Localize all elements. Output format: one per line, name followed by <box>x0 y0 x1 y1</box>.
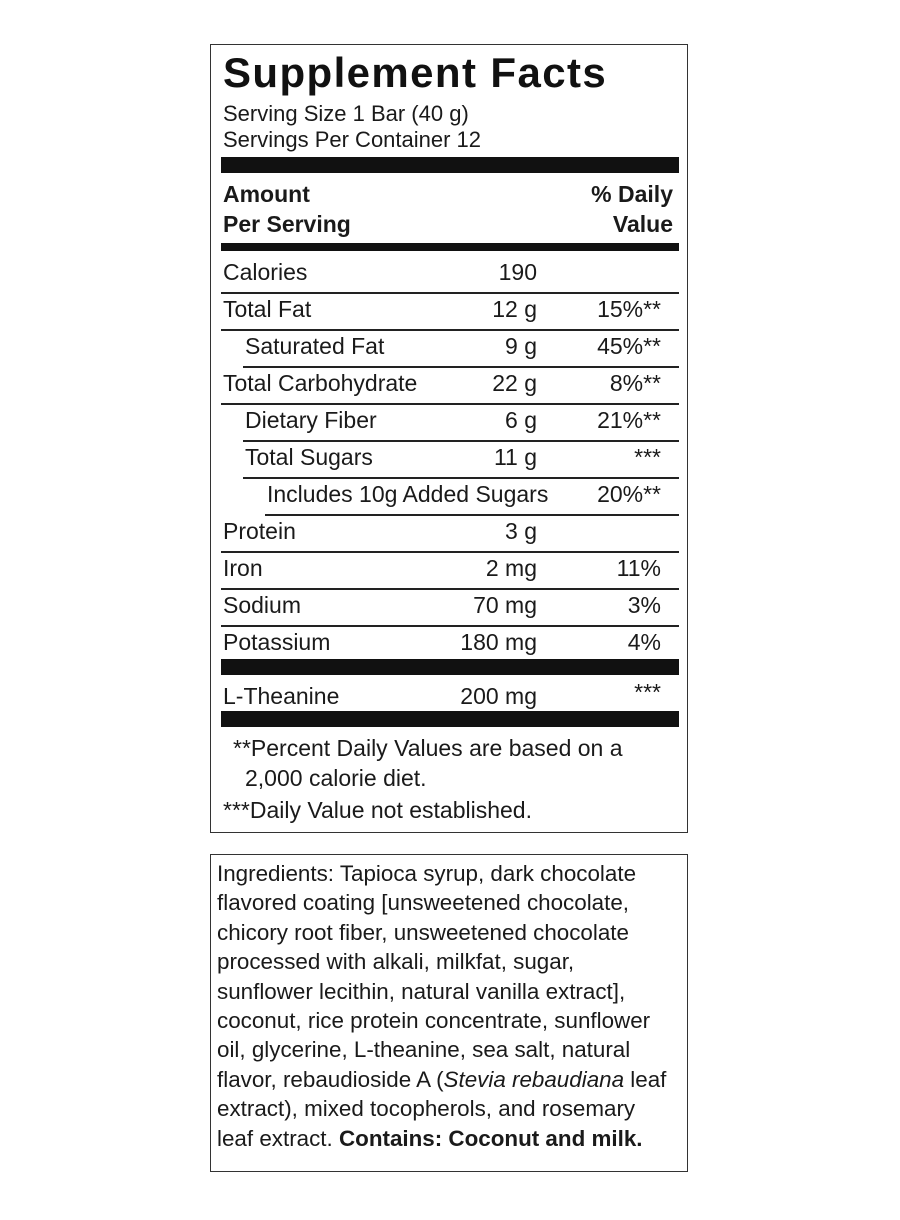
ingredients-line: sunflower lecithin, natural vanilla extract], <box>217 978 626 1004</box>
nutrient-name: Iron <box>223 555 263 581</box>
ingredients-line: coconut, rice protein concentrate, sunflower <box>217 1008 651 1034</box>
nutrient-daily-value: 4% <box>627 629 661 655</box>
thick-divider <box>221 157 679 173</box>
row-divider <box>221 329 679 331</box>
nutrient-daily-value: 21%** <box>597 407 661 433</box>
supplement-facts-panel <box>210 44 688 833</box>
ingredients-line: processed with alkali, milkfat, sugar, <box>217 949 575 975</box>
nutrient-amount: 190 <box>498 259 537 285</box>
nutrient-name: Protein <box>223 518 296 544</box>
nutrient-daily-value: 8%** <box>609 370 661 396</box>
nutrient-amount: 180 mg <box>460 629 537 655</box>
thick-divider <box>221 659 679 675</box>
nutrient-amount: 12 g <box>492 296 537 322</box>
allergen-statement: Contains: Coconut and milk. <box>338 1125 643 1151</box>
header-amount: Amount <box>223 181 310 207</box>
servings-per-container: Servings Per Container 12 <box>223 127 482 152</box>
nutrient-name: Total Fat <box>223 296 312 322</box>
nutrient-amount: 6 g <box>505 407 537 433</box>
ingredients-line: flavored coating [unsweetened chocolate, <box>217 890 630 916</box>
ingredients-line: oil, glycerine, L-theanine, sea salt, natural <box>217 1037 631 1063</box>
other-ingredient-amount: 200 mg <box>460 683 537 709</box>
row-divider <box>243 477 679 479</box>
nutrient-amount: 2 mg <box>485 555 537 581</box>
other-ingredient-daily-value: *** <box>634 679 661 705</box>
nutrient-daily-value: 15%** <box>597 296 661 322</box>
nutrient-name: Dietary Fiber <box>245 407 377 433</box>
footnote-calorie-diet: 2,000 calorie diet. <box>245 765 427 791</box>
thick-divider <box>221 711 679 727</box>
row-divider <box>221 292 679 294</box>
ingredients-line <box>217 1065 681 1094</box>
header-daily-value: % Daily <box>591 181 673 207</box>
ingredients-line: extract), mixed tocopherols, and rosemary <box>217 1096 636 1122</box>
ingredients-line <box>217 1124 681 1153</box>
ingredients-line: Ingredients: Tapioca syrup, dark chocolate <box>217 861 637 886</box>
row-divider <box>221 551 679 553</box>
serving-size: Serving Size 1 Bar (40 g) <box>223 101 469 126</box>
nutrient-amount: 70 mg <box>473 592 537 618</box>
nutrient-amount: 9 g <box>505 333 537 359</box>
ingredients-line-text: flavor, rebaudioside A ( <box>217 1066 444 1092</box>
row-divider <box>243 366 679 368</box>
row-divider <box>221 625 679 627</box>
nutrient-amount: 3 g <box>505 518 537 544</box>
header-per-serving: Per Serving <box>223 211 351 237</box>
nutrient-amount: 22 g <box>492 370 537 396</box>
nutrient-name: Calories <box>223 259 308 285</box>
ingredients-line-text: leaf extract. <box>217 1125 339 1151</box>
nutrient-name: Includes 10g Added Sugars <box>267 481 549 507</box>
row-divider <box>221 403 679 405</box>
row-divider <box>265 514 679 516</box>
medium-divider <box>221 243 679 251</box>
ingredients-panel <box>210 854 688 1172</box>
nutrient-name: Potassium <box>223 629 331 655</box>
ingredients-line-text: leaf <box>624 1066 667 1092</box>
nutrient-name: Sodium <box>223 592 301 618</box>
row-divider <box>221 588 679 590</box>
nutrient-amount: 11 g <box>493 444 537 470</box>
nutrient-daily-value: 3% <box>627 592 661 618</box>
row-divider <box>243 440 679 442</box>
footnote-percent-dv: **Percent Daily Values are based on a <box>233 735 623 761</box>
ingredients-text <box>217 859 681 1153</box>
ingredients-line: chicory root fiber, unsweetened chocolate <box>217 919 629 945</box>
nutrient-daily-value: 11% <box>616 555 661 581</box>
nutrient-daily-value: 45%** <box>597 333 661 359</box>
footnote-dv-not-established: ***Daily Value not established. <box>223 797 532 823</box>
header-value: Value <box>612 211 673 237</box>
nutrient-name: Saturated Fat <box>245 333 385 359</box>
stevia-italic: Stevia rebaudiana <box>443 1066 625 1092</box>
nutrient-daily-value: *** <box>634 444 661 470</box>
nutrient-name: Total Carbohydrate <box>223 370 418 396</box>
nutrient-name: Total Sugars <box>245 444 373 470</box>
nutrient-daily-value: 20%** <box>597 481 661 507</box>
facts-title: Supplement Facts <box>223 49 608 96</box>
other-ingredient-name: L-Theanine <box>223 683 340 709</box>
